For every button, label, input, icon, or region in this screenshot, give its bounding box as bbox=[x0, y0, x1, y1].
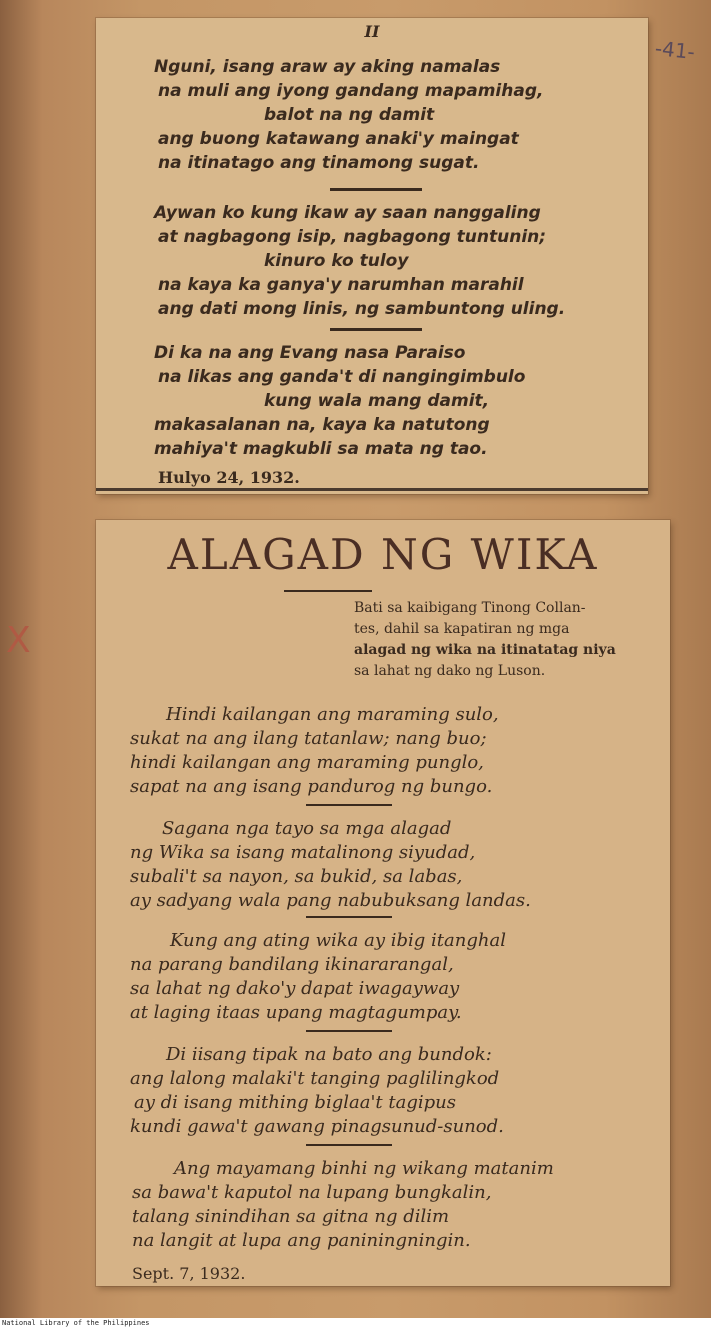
poem-line: na likas ang ganda't di nangingimbulo bbox=[158, 367, 526, 387]
poem-line: Sagana nga tayo sa mga alagad bbox=[162, 818, 452, 839]
stanza-divider bbox=[306, 1030, 392, 1032]
poem-line: at laging itaas upang magtagumpay. bbox=[130, 1002, 462, 1023]
poem-line: sapat na ang isang pandurog ng bungo. bbox=[130, 776, 493, 797]
poem-line: Di iisang tipak na bato ang bundok: bbox=[166, 1044, 492, 1065]
dedication bbox=[354, 598, 644, 682]
stanza-divider bbox=[306, 916, 392, 918]
poem-line: makasalanan na, kaya ka natutong bbox=[154, 415, 490, 435]
poem-line: Ang mayamang binhi ng wikang matanim bbox=[174, 1158, 554, 1179]
poem-line: Nguni, isang araw ay aking namalas bbox=[154, 57, 501, 77]
poem-line: ang buong katawang anaki'y maingat bbox=[158, 129, 519, 149]
dedication-line: tes, dahil sa kapatiran ng mga bbox=[354, 621, 570, 637]
poem-line: ng Wika sa isang matalinong siyudad, bbox=[130, 842, 476, 863]
page-number-annotation: -41- bbox=[653, 35, 697, 65]
poem-line: na muli ang iyong gandang mapamihag, bbox=[158, 81, 544, 101]
margin-mark: X bbox=[6, 620, 31, 661]
stanza-divider bbox=[306, 804, 392, 806]
section-number: II bbox=[364, 22, 380, 41]
poem-line: ang dati mong linis, ng sambuntong uling. bbox=[158, 299, 566, 319]
poem-line: hindi kailangan ang maraming punglo, bbox=[130, 752, 484, 773]
poem-line: sa bawa't kaputol na lupang bungkalin, bbox=[132, 1182, 492, 1203]
clipping-top bbox=[96, 18, 648, 494]
clipping-border bbox=[96, 488, 648, 491]
poem-line: Di ka na ang Evang nasa Paraiso bbox=[154, 343, 466, 363]
poem-date: Sept. 7, 1932. bbox=[132, 1264, 246, 1283]
dedication-line: Bati sa kaibigang Tinong Collan- bbox=[354, 600, 586, 616]
poem-line: balot na ng damit bbox=[264, 105, 435, 125]
poem-title: ALAGAD NG WIKA bbox=[167, 530, 599, 579]
poem-line: talang sinindihan sa gitna ng dilim bbox=[132, 1206, 450, 1227]
poem-line: subali't sa nayon, sa bukid, sa labas, bbox=[130, 866, 463, 887]
poem-line: sukat na ang ilang tatanlaw; nang buo; bbox=[130, 728, 487, 749]
poem-line: na langit at lupa ang paniningningin. bbox=[132, 1230, 471, 1251]
poem-line: na itinatago ang tinamong sugat. bbox=[158, 153, 480, 173]
poem-line: Kung ang ating wika ay ibig itanghal bbox=[170, 930, 506, 951]
title-divider bbox=[284, 590, 372, 592]
poem-line: kinuro ko tuloy bbox=[264, 251, 409, 271]
stanza-divider bbox=[306, 1144, 392, 1146]
poem-line: na parang bandilang ikinararangal, bbox=[130, 954, 454, 975]
poem-line: sa lahat ng dako'y dapat iwagayway bbox=[130, 978, 460, 999]
footer-credit: National Library of the Philippines bbox=[0, 1318, 711, 1328]
poem-line: mahiya't magkubli sa mata ng tao. bbox=[154, 439, 488, 459]
poem-line: Aywan ko kung ikaw ay saan nanggaling bbox=[154, 203, 541, 223]
poem-line: Hindi kailangan ang maraming sulo, bbox=[166, 704, 499, 725]
stanza-divider bbox=[330, 188, 422, 191]
poem-line: kundi gawa't gawang pinagsunud-sunod. bbox=[130, 1116, 504, 1137]
dedication-line: alagad ng wika na itinatatag niya bbox=[354, 642, 616, 658]
poem-line: ay di isang mithing biglaa't tagipus bbox=[134, 1092, 456, 1113]
dedication-line: sa lahat ng dako ng Luson. bbox=[354, 663, 546, 679]
clipping-bottom bbox=[96, 520, 670, 1286]
poem-date: Hulyo 24, 1932. bbox=[158, 468, 300, 487]
poem-line: kung wala mang damit, bbox=[264, 391, 490, 411]
poem-line: ay sadyang wala pang nabubuksang landas. bbox=[130, 890, 531, 911]
poem-line: at nagbagong isip, nagbagong tuntunin; bbox=[158, 227, 547, 247]
poem-line: ang lalong malaki't tanging paglilingkod bbox=[130, 1068, 500, 1089]
stanza-divider bbox=[330, 328, 422, 331]
poem-line: na kaya ka ganya'y narumhan marahil bbox=[158, 275, 524, 295]
